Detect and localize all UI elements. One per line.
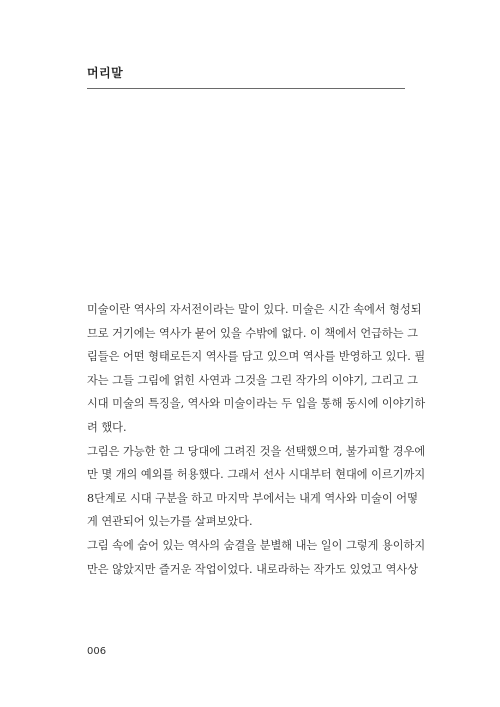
- text-line: 림들은 어떤 형태로든지 역사를 담고 있으며 역사를 반영하고 있다. 필: [87, 350, 426, 364]
- preface-body: [87, 298, 426, 581]
- section-title: 머리말: [87, 66, 124, 80]
- text-line: 자는 그들 그림에 얽힌 사연과 그것을 그린 작가의 이야기, 그리고 그: [87, 373, 418, 387]
- page-number: 006: [87, 646, 107, 657]
- text-line: 미술이란 역사의 자서전이라는 말이 있다. 미술은 시간 속에서 형성되: [87, 303, 422, 316]
- text-line: 게 연관되어 있는가를 살펴보았다.: [87, 515, 253, 529]
- text-line: 8단계로 시대 구분을 하고 마지막 부에서는 내게 역사와 미술이 어떻: [87, 491, 418, 505]
- text-line: 그림 속에 숨어 있는 역사의 숨결을 분별해 내는 일이 그렇게 용이하지: [87, 538, 426, 552]
- text-line: 만 몇 개의 예외를 허용했다. 그래서 선사 시대부터 현대에 이르기까지: [87, 468, 426, 482]
- text-line: 므로 거기에는 역사가 묻어 있을 수밖에 없다. 이 책에서 언급하는 그: [87, 326, 418, 340]
- text-line: 만은 않았지만 즐거운 작업이었다. 내로라하는 작가도 있었고 역사상: [87, 562, 419, 576]
- title-divider: [87, 88, 405, 89]
- text-line: 시대 미술의 특징을, 역사와 미술이라는 두 입을 통해 동시에 이야기하: [87, 397, 426, 411]
- text-line: 그림은 가능한 한 그 당대에 그려진 것을 선택했으며, 불가피할 경우에: [87, 444, 426, 458]
- text-line: 려 했다.: [87, 420, 127, 434]
